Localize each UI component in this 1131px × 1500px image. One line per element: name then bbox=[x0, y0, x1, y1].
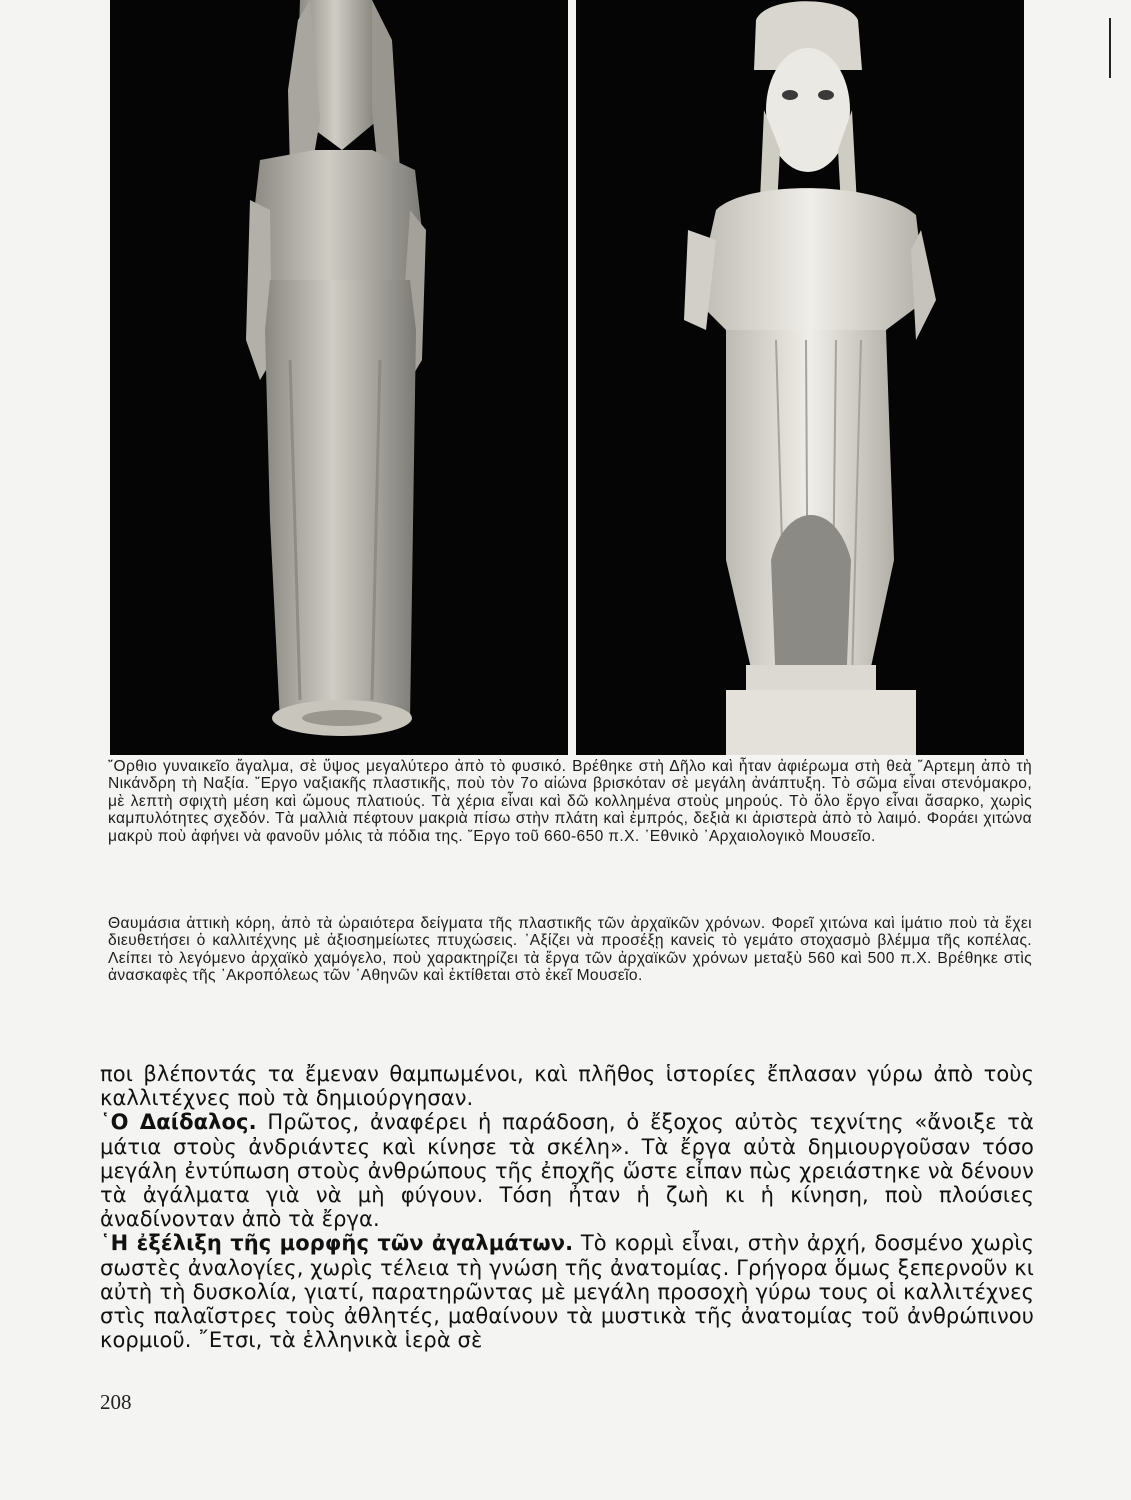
paragraph-daidalos-text: Πρῶτος, ἀναφέρει ἡ παράδοση, ὁ ἔξοχος αὐτὸς τεχνίτης «ἄνοιξε τὰ μάτια στοὺς ἀνδριάντες καὶ κίνησε τὰ σκέλη». Τὰ ἔργα αὐτὰ δημιουργοῦσαν τόσο μεγάλη ἐντύπωση στοὺς ἀνθρώπους τῆς ἐποχῆς ὥστε εἶπαν πὼς χρειάστηκε νὰ δένουν τὰ ἀγάλματα γιὰ νὰ μὴ φύγουν. Τόση ἦταν ἡ ζωὴ κι ἡ κίνηση, ποὺ πλούσιες ἀναδίνονταν ἀπὸ τὰ ἔργα. bbox=[100, 1110, 1034, 1232]
photo-acropolis-kore bbox=[576, 0, 1024, 755]
page-edge-mark bbox=[1109, 18, 1125, 78]
heading-evolution: ῾Η ἐξέλιξη τῆς μορφῆς τῶν ἀγαλμάτων. bbox=[100, 1231, 574, 1256]
statue-left-illustration bbox=[110, 0, 568, 755]
paragraph-evolution bbox=[100, 1231, 1034, 1352]
photo-nikandre-statue bbox=[110, 0, 568, 755]
heading-daidalos: ῾Ο Δαίδαλος. bbox=[100, 1110, 257, 1135]
caption-nikandre: ῎Ορθιο γυναικεῖο ἄγαλμα, σὲ ὕψος μεγαλύτερο ἀπὸ τὸ φυσικό. Βρέθηκε στὴ Δῆλο καὶ ἦταν ἀφιέρωμα στὴ θεὰ ῎Αρτεμη ἀπὸ τὴ Νικάνδρη τὴ Ναξία. ῎Εργο ναξιακῆς πλαστικῆς, ποὺ τὸν 7ο αἰώνα βρισκόταν σὲ μεγάλη ἀνάπτυξη. Τὸ σῶμα εἶναι στενόμακρο, μὲ λεπτὴ σφιχτὴ μέση καὶ ὤμους πλατιούς. Τὰ χέρια εἶναι καὶ δῶ κολλημένα στοὺς μηρούς. Τὸ ὅλο ἔργο εἶναι ἄσαρκο, χωρὶς καμπυλότητες σχεδόν. Τὰ μαλλιὰ πέφτουν μακριὰ πίσω στὴν πλάτη καὶ ἐμπρός, δεξιὰ κι ἀριστερὰ ἀπὸ τὸ λαιμό. Φοράει χιτώνα μακρὺ ποὺ ἀφήνει νὰ φανοῦν μόλις τὰ πόδια της. ῎Εργο τοῦ 660-650 π.Χ. ᾽Εθνικὸ ᾽Αρχαιολογικὸ Μουσεῖο. bbox=[108, 758, 1032, 845]
page-number: 208 bbox=[100, 1390, 132, 1414]
paragraph-1: ποι βλέποντάς τα ἔμεναν θαμπωμένοι, καὶ πλῆθος ἱστορίες ἔπλασαν γύρω ἀπὸ τοὺς καλλιτέχνες ποὺ τὰ δημιούργησαν. bbox=[100, 1062, 1034, 1111]
caption-kore: Θαυμάσια ἀττικὴ κόρη, ἀπὸ τὰ ὡραιότερα δείγματα τῆς πλαστικῆς τῶν ἀρχαϊκῶν χρόνων. Φορεῖ χιτώνα καὶ ἱμάτιο ποὺ τὰ ἔχει διευθετήσει ὁ καλλιτέχνης μὲ ἀξιοσημείωτες πτυχώσεις. ᾽Αξίζει νὰ προσέξῃ κανεὶς τὸ γεμάτο στοχασμὸ βλέμμα τῆς κοπέλας. Λείπει τὸ λεγόμενο ἀρχαϊκὸ χαμόγελο, ποὺ χαρακτηρίζει τὰ ἔργα τῶν ἀρχαϊκῶν χρόνων μεταξὺ 560 καὶ 500 π.Χ. Βρέθηκε στὶς ἀνασκαφὲς τῆς ᾽Ακροπόλεως τῶν ᾽Αθηνῶν καὶ ἐκτίθεται στὸ ἐκεῖ Μουσεῖο. bbox=[108, 915, 1032, 985]
paragraph-evolution-text: Τὸ κορμὶ εἶναι, στὴν ἀρχή, δοσμένο χωρὶς σωστὲς ἀναλογίες, χωρὶς τέλεια τὴ γνώση τῆς ἀνατομίας. Γρήγορα ὅμως ξεπερνοῦν κι αὐτὴ τὴ δυσκολία, γιατί, παρατηρῶντας μὲ μεγάλη προσοχὴ γύρω τους οἱ καλλιτέχνες στὶς παλαῖστρες τοὺς ἀθλητές, μαθαίνουν τὰ μυστικὰ τῆς ἀνατομίας τοῦ ἀνθρώπινου κορμιοῦ. ῎Ετσι, τὰ ἑλληνικὰ ἱερὰ σὲ bbox=[100, 1231, 1034, 1353]
statue-right-illustration bbox=[576, 0, 1024, 755]
paragraph-daidalos bbox=[100, 1110, 1034, 1231]
main-text bbox=[100, 1062, 1034, 1352]
